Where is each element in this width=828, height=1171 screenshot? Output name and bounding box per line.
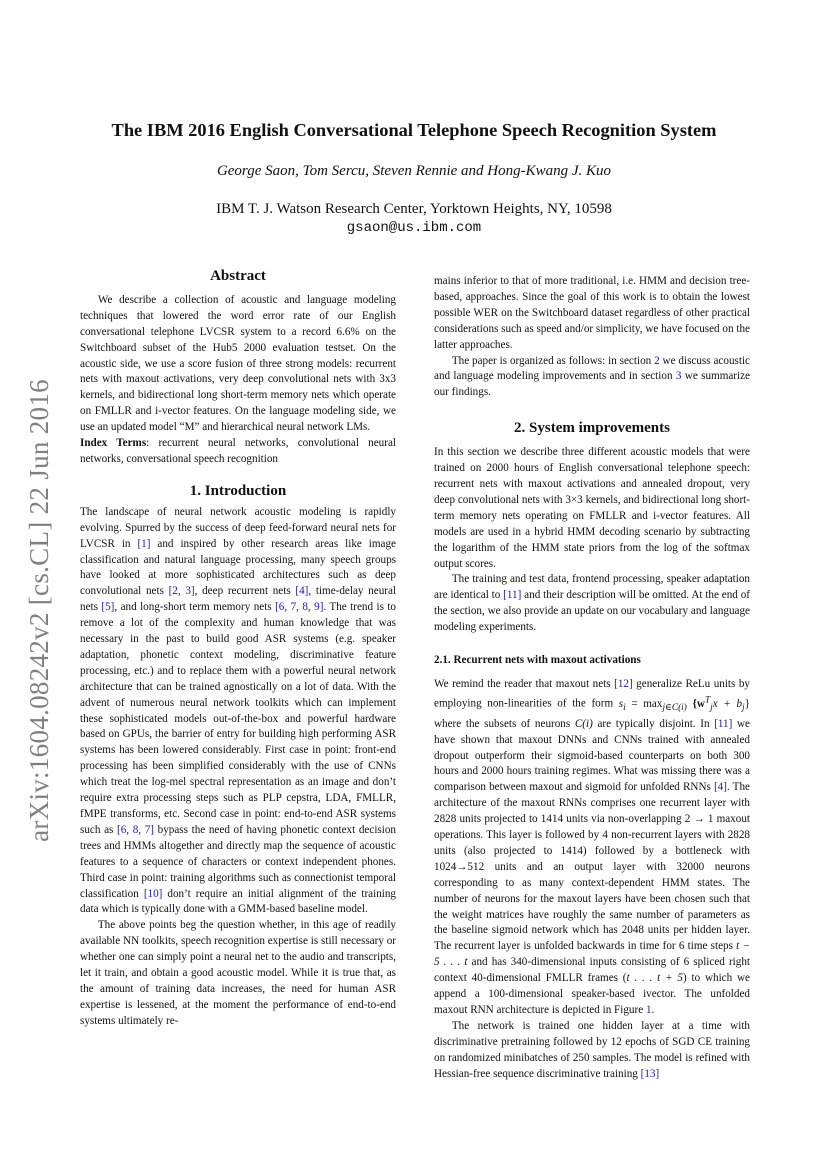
maxout-paragraph-2: [434, 1019, 750, 1083]
citation-link[interactable]: [10]: [143, 887, 163, 900]
math-sup: T: [704, 694, 711, 705]
system-text: and their description will be omitted. At the end of the section, we also provide an update on our vocabulary and language modeling experiments.: [434, 589, 750, 634]
maxout-text: ) to which we append a 100-dimensional speaker-based ivector. The unfolded maxout RNN architecture is depicted in Figure: [434, 972, 750, 1016]
system-heading: 2. System improvements: [514, 420, 670, 437]
intro-paragraph-2-continued: mains inferior to that of more traditional, i.e. HMM and decision tree-based, approaches. Since the goal of this work is to obtain the lowest possible WER on the Switchboard dataset regardless of other practical considerations such as speed and/or simplicity, we have focused on the latter approaches.: [434, 275, 750, 351]
maxout-text: generalize ReLu units by employing non-linearities of the form: [434, 677, 751, 710]
right-column: [434, 274, 750, 1083]
arxiv-stamp-text: arXiv:1604.08242v2 [cs.CL] 22 Jun 2016: [23, 378, 54, 842]
maxout-text: . The architecture of the maxout RNNs comprises one recurrent layer with 2828 units projected to 1414 units via non-overlapping 2 → 1 maxout operations. This layer is followed by 4 non-recurrent layers with 2828 units (also projected to 1414) followed by a bottleneck with 1024→512 units and an output layer with 32000 neurons corresponding to as many context-dependent HMM states. The number of neurons for the maxout layers have been chosen such that the weight matrices have roughly the same number of parameters as the baseline sigmoid network which has 2048 units per hidden layer. The recurrent layer is unfolded backwards in time for 6 time steps: [434, 781, 750, 953]
maxout-text: where the subsets of neurons: [434, 717, 575, 730]
maxout-text: are typically disjoint. In: [592, 717, 715, 730]
intro-text: we discuss acoustic and language modeling improvements and in section: [434, 354, 750, 383]
citation-link[interactable]: [11]: [503, 589, 522, 602]
math-sub: i: [623, 702, 626, 713]
maxout-text: We remind the reader that maxout nets: [434, 677, 615, 690]
left-column: [80, 269, 396, 1030]
maxout-text: and has 340-dimensional inputs consisting of 6 spliced right context 40-dimensional FMLLR frames (: [434, 956, 750, 985]
intro-text: , time-delay neural nets: [80, 585, 397, 614]
intro-text: The landscape of neural network acoustic modeling is rapidly evolving. Spurred by the success of deep feed-forward neural nets for LVCSR in: [80, 505, 396, 550]
paper-authors: George Saon, Tom Sercu, Steven Rennie and Hong-Kwang J. Kuo: [216, 163, 612, 179]
citation-link[interactable]: [1]: [137, 537, 151, 550]
citation-link[interactable]: [4]: [295, 585, 309, 598]
math-op: }: [744, 697, 750, 710]
citation-link[interactable]: [12]: [614, 677, 633, 690]
arxiv-stamp: [8, 370, 70, 850]
math-var: t . . . t + 5: [626, 972, 683, 985]
intro-text: , and long-short term memory nets: [114, 601, 276, 614]
intro-paragraph-2: The above points beg the question whether, in this age of readily available NN toolkits, speech recognition expertise is still necessary or whether one can simply point a neural net to the audio and transcripts, let it train, and obtain a good acoustic model. While it is true that, as the amount of training data increases, the need for human ASR expertise is lessened, at the moment the performance of end-to-end systems ultimately re-: [80, 919, 396, 1027]
maxout-text: .: [651, 1004, 655, 1016]
abstract-heading: Abstract: [210, 268, 266, 284]
maxout-text: we have shown that maxout DNNs and CNNs trained with annealed dropout outperform their sigmoid-based counterparts on both 300 hours and 2000 hours training regimes. What was missing there was a comparison between maxout and sigmoid for unfolded RNNs: [434, 717, 750, 794]
maxout-heading: 2.1. Recurrent nets with maxout activations: [434, 654, 641, 667]
paper-affiliation: IBM T. J. Watson Research Center, Yorktown Heights, NY, 10598: [216, 201, 612, 217]
math-sub: j: [710, 702, 713, 713]
math-op: = max: [625, 697, 663, 710]
section-link[interactable]: 3: [675, 370, 682, 383]
maxout-text: The network is trained one hidden layer at a time with discriminative pretraining followed by 12 epochs of SGD CE training on randomized minibatches of 250 samples. The model is refined with Hessian-free sequence discriminative training: [434, 1019, 750, 1080]
system-paragraph-1: In this section we describe three different acoustic models that were trained on 2000 hours of English conversational telephone speech: recurrent nets with maxout activations and annealed dropout, very deep convolutional nets with 3×3 kernels, and bidirectional long short-term memory nets operating on FMLLR and i-vector features. All models are used in a hybrid HMM decoding scenario by subtracting the logarithm of the HMM state priors from the log of the softmax output scores.: [434, 446, 750, 570]
citation-link[interactable]: [4]: [713, 781, 727, 794]
citation-link[interactable]: [11]: [714, 717, 733, 730]
intro-text: . The trend is to remove a lot of the complexity and human knowledge that was necessary in the past to build good ASR systems (e.g. speaker adaptation, phonetic context modeling, discriminative feature processing, etc.) and to replace them with a powerful neural network architecture that can be trained agnostically on a lot of data. With the advent of numerous neural network toolkits which can implement these sophisticated models out-of-the-box and powerful hardware based on GPUs, the barrier of entry for building high performing ASR systems has been lowered considerably. First case in point: front-end processing has been simplified considerably with the use of CNNs which treat the log-mel spectral representation as an image and don’t require extra processing steps such as PLP cepstra, LDA, FMLLR, fMPE transforms, etc. Second case in point: end-to-end ASR systems such as: [80, 601, 396, 836]
citation-link[interactable]: [13]: [640, 1067, 660, 1080]
index-terms: [80, 436, 396, 468]
paper-title: The IBM 2016 English Conversational Telephone Speech Recognition System: [111, 120, 717, 140]
citation-link[interactable]: [6, 8, 7]: [117, 823, 154, 836]
math-var: s: [618, 697, 624, 710]
maxout-paragraph-1: [434, 677, 750, 1019]
intro-text: we summarize our findings.: [434, 370, 750, 399]
math-vec: {w: [686, 697, 705, 710]
abstract-body: We describe a collection of acoustic and language modeling techniques that lowered the word error rate of our English conversational telephone LVCSR system to a record 6.6% on the Switchboard subset of the Hub5 2000 evaluation testset. On the acoustic side, we use a score fusion of three strong models: recurrent nets with maxout activations, very deep convolutional nets with 3x3 kernels, and bidirectional long short-term memory nets which operate on FMLLR and i-vector features. On the language modeling side, we use an updated model “M” and hierarchical neural network LMs.: [80, 293, 396, 434]
intro-text: bypass the need of having phonetic context decision trees and HMMs altogether and directly map the sequence of acoustic features to a sequence of characters or context independent phones. Third case in point: training algorithms such as connectionist temporal classification: [80, 823, 396, 900]
citation-link[interactable]: [6, 7, 8, 9]: [275, 601, 324, 614]
paper-email: gsaon@us.ibm.com: [346, 220, 482, 236]
math-var: x + b: [712, 697, 743, 710]
intro-paragraph-1: [80, 505, 396, 919]
intro-text: The paper is organized as follows: in section: [451, 354, 655, 367]
math-sub: j∈C(i): [662, 702, 687, 713]
intro-text: don’t require an initial alignment of the training data which is typically done with a GMM-based baseline model.: [80, 887, 397, 916]
math-sub: j: [742, 702, 745, 713]
index-terms-text: : recurrent neural networks, convolutional neural networks, conversational speech recognition: [80, 437, 396, 465]
index-terms-label: Index Terms: [80, 437, 147, 450]
citation-link[interactable]: [5]: [101, 601, 115, 614]
system-paragraph-2: [434, 572, 750, 636]
system-text: The training and test data, frontend processing, speaker adaptation are identical to: [434, 573, 750, 602]
intro-paragraph-3: [434, 354, 750, 402]
math-var: C(i): [574, 717, 593, 730]
math-var: t − 5 . . . t: [434, 940, 751, 969]
figure-link[interactable]: 1: [645, 1004, 652, 1016]
math-formula: [618, 694, 750, 713]
citation-link[interactable]: [2, 3]: [168, 585, 195, 598]
intro-heading: 1. Introduction: [189, 482, 287, 499]
intro-text: , deep recurrent nets: [194, 585, 296, 598]
section-link[interactable]: 2: [654, 354, 660, 367]
intro-text: and inspired by other research areas like image classification and natural language processing, many speech groups have looked at more sophisticated architectures such as deep convolutional nets: [80, 537, 397, 598]
